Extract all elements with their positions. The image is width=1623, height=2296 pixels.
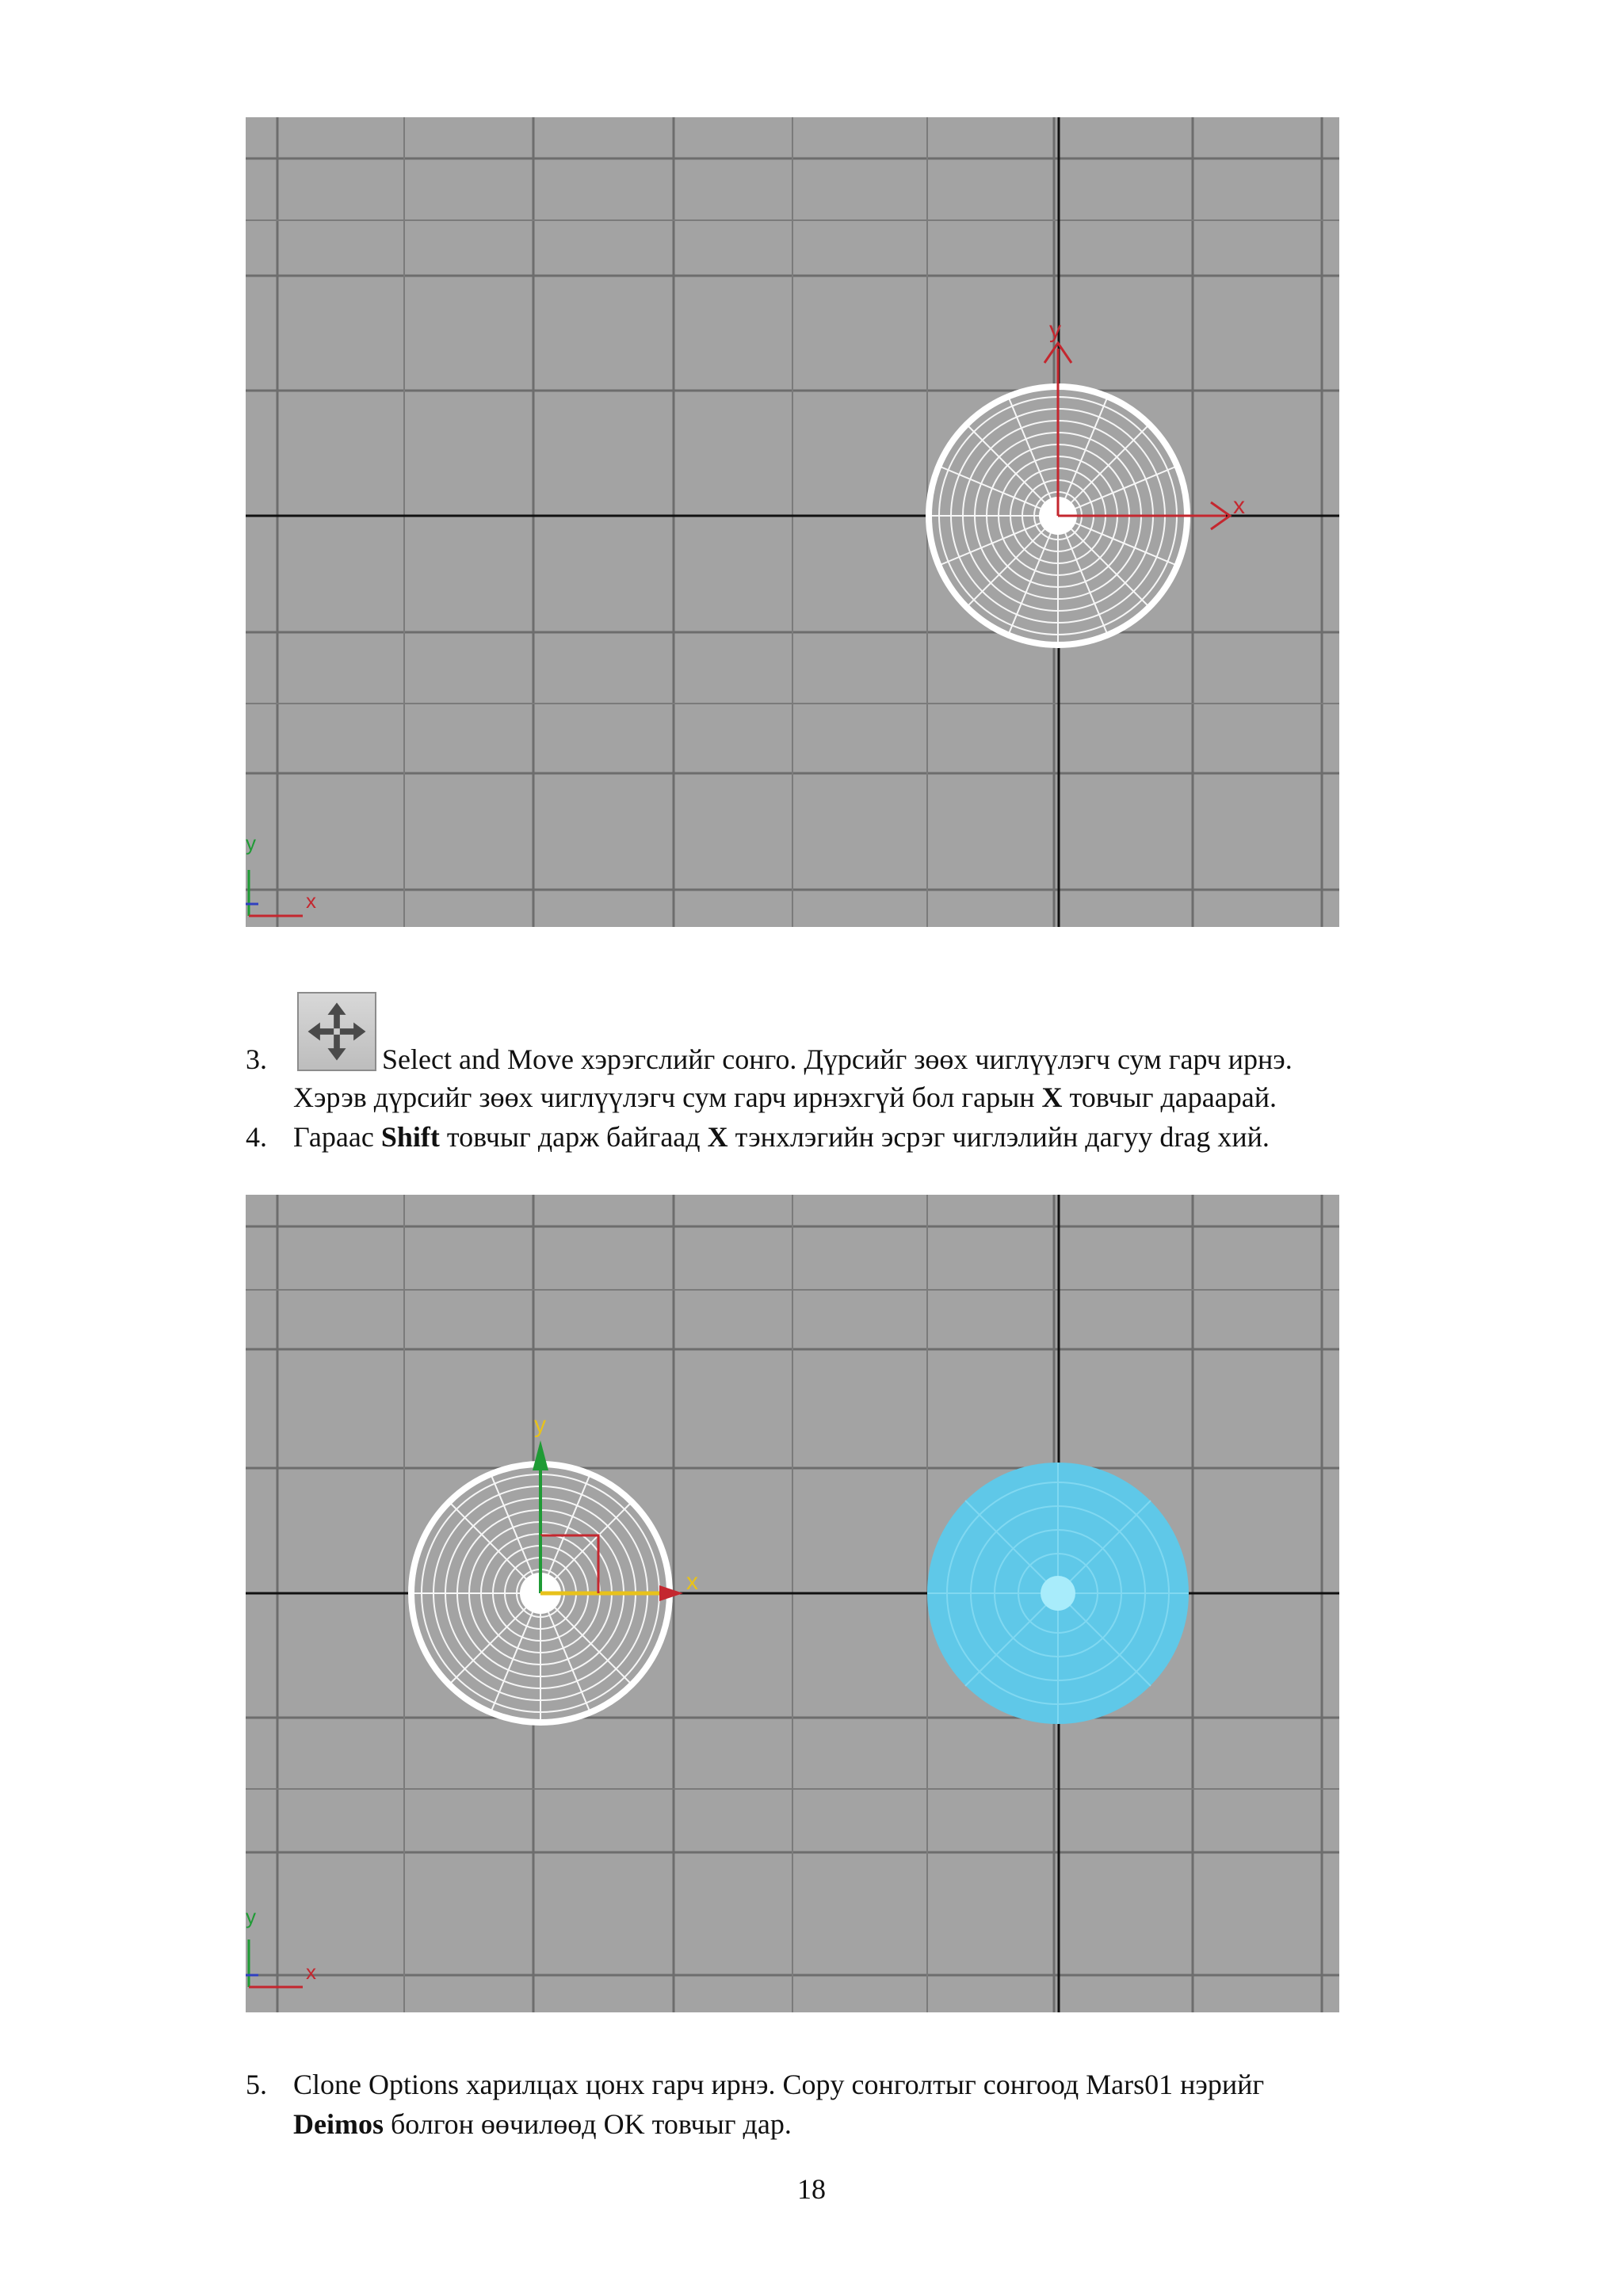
- axis-y-label: y: [246, 831, 256, 855]
- gizmo-x-label: x: [1233, 493, 1245, 519]
- page-number: 18: [797, 2173, 826, 2205]
- axis-tripod: [246, 870, 303, 916]
- axis-x-label: x: [306, 1960, 316, 1984]
- viewport-bottom[interactable]: [246, 1195, 1339, 2012]
- move-arrows-icon[interactable]: [297, 992, 376, 1071]
- step-3-number: 3.: [246, 1043, 267, 1075]
- gizmo-y-label: y: [1049, 317, 1061, 343]
- step-3-line1: Select and Move хэрэгслийг сонго. Дүрсийг зөөх чиглүүлэгч сум гарч ирнэ.: [382, 1043, 1293, 1075]
- gizmo-y-label: y: [534, 1412, 546, 1438]
- step-5-number: 5.: [246, 2069, 267, 2100]
- gizmo-x-label: x: [686, 1569, 698, 1595]
- axis-y-label: y: [246, 1905, 256, 1928]
- axis-x-label: x: [306, 889, 316, 913]
- axis-tripod: [246, 1939, 303, 1987]
- sphere-clone[interactable]: [927, 1463, 1189, 1724]
- step-5-line1: Clone Options харилцах цонх гарч ирнэ. Copy сонголтыг сонгоод Mars01 нэрийг: [293, 2069, 1265, 2100]
- step-4-number: 4.: [246, 1121, 267, 1153]
- viewport-top[interactable]: [246, 117, 1339, 927]
